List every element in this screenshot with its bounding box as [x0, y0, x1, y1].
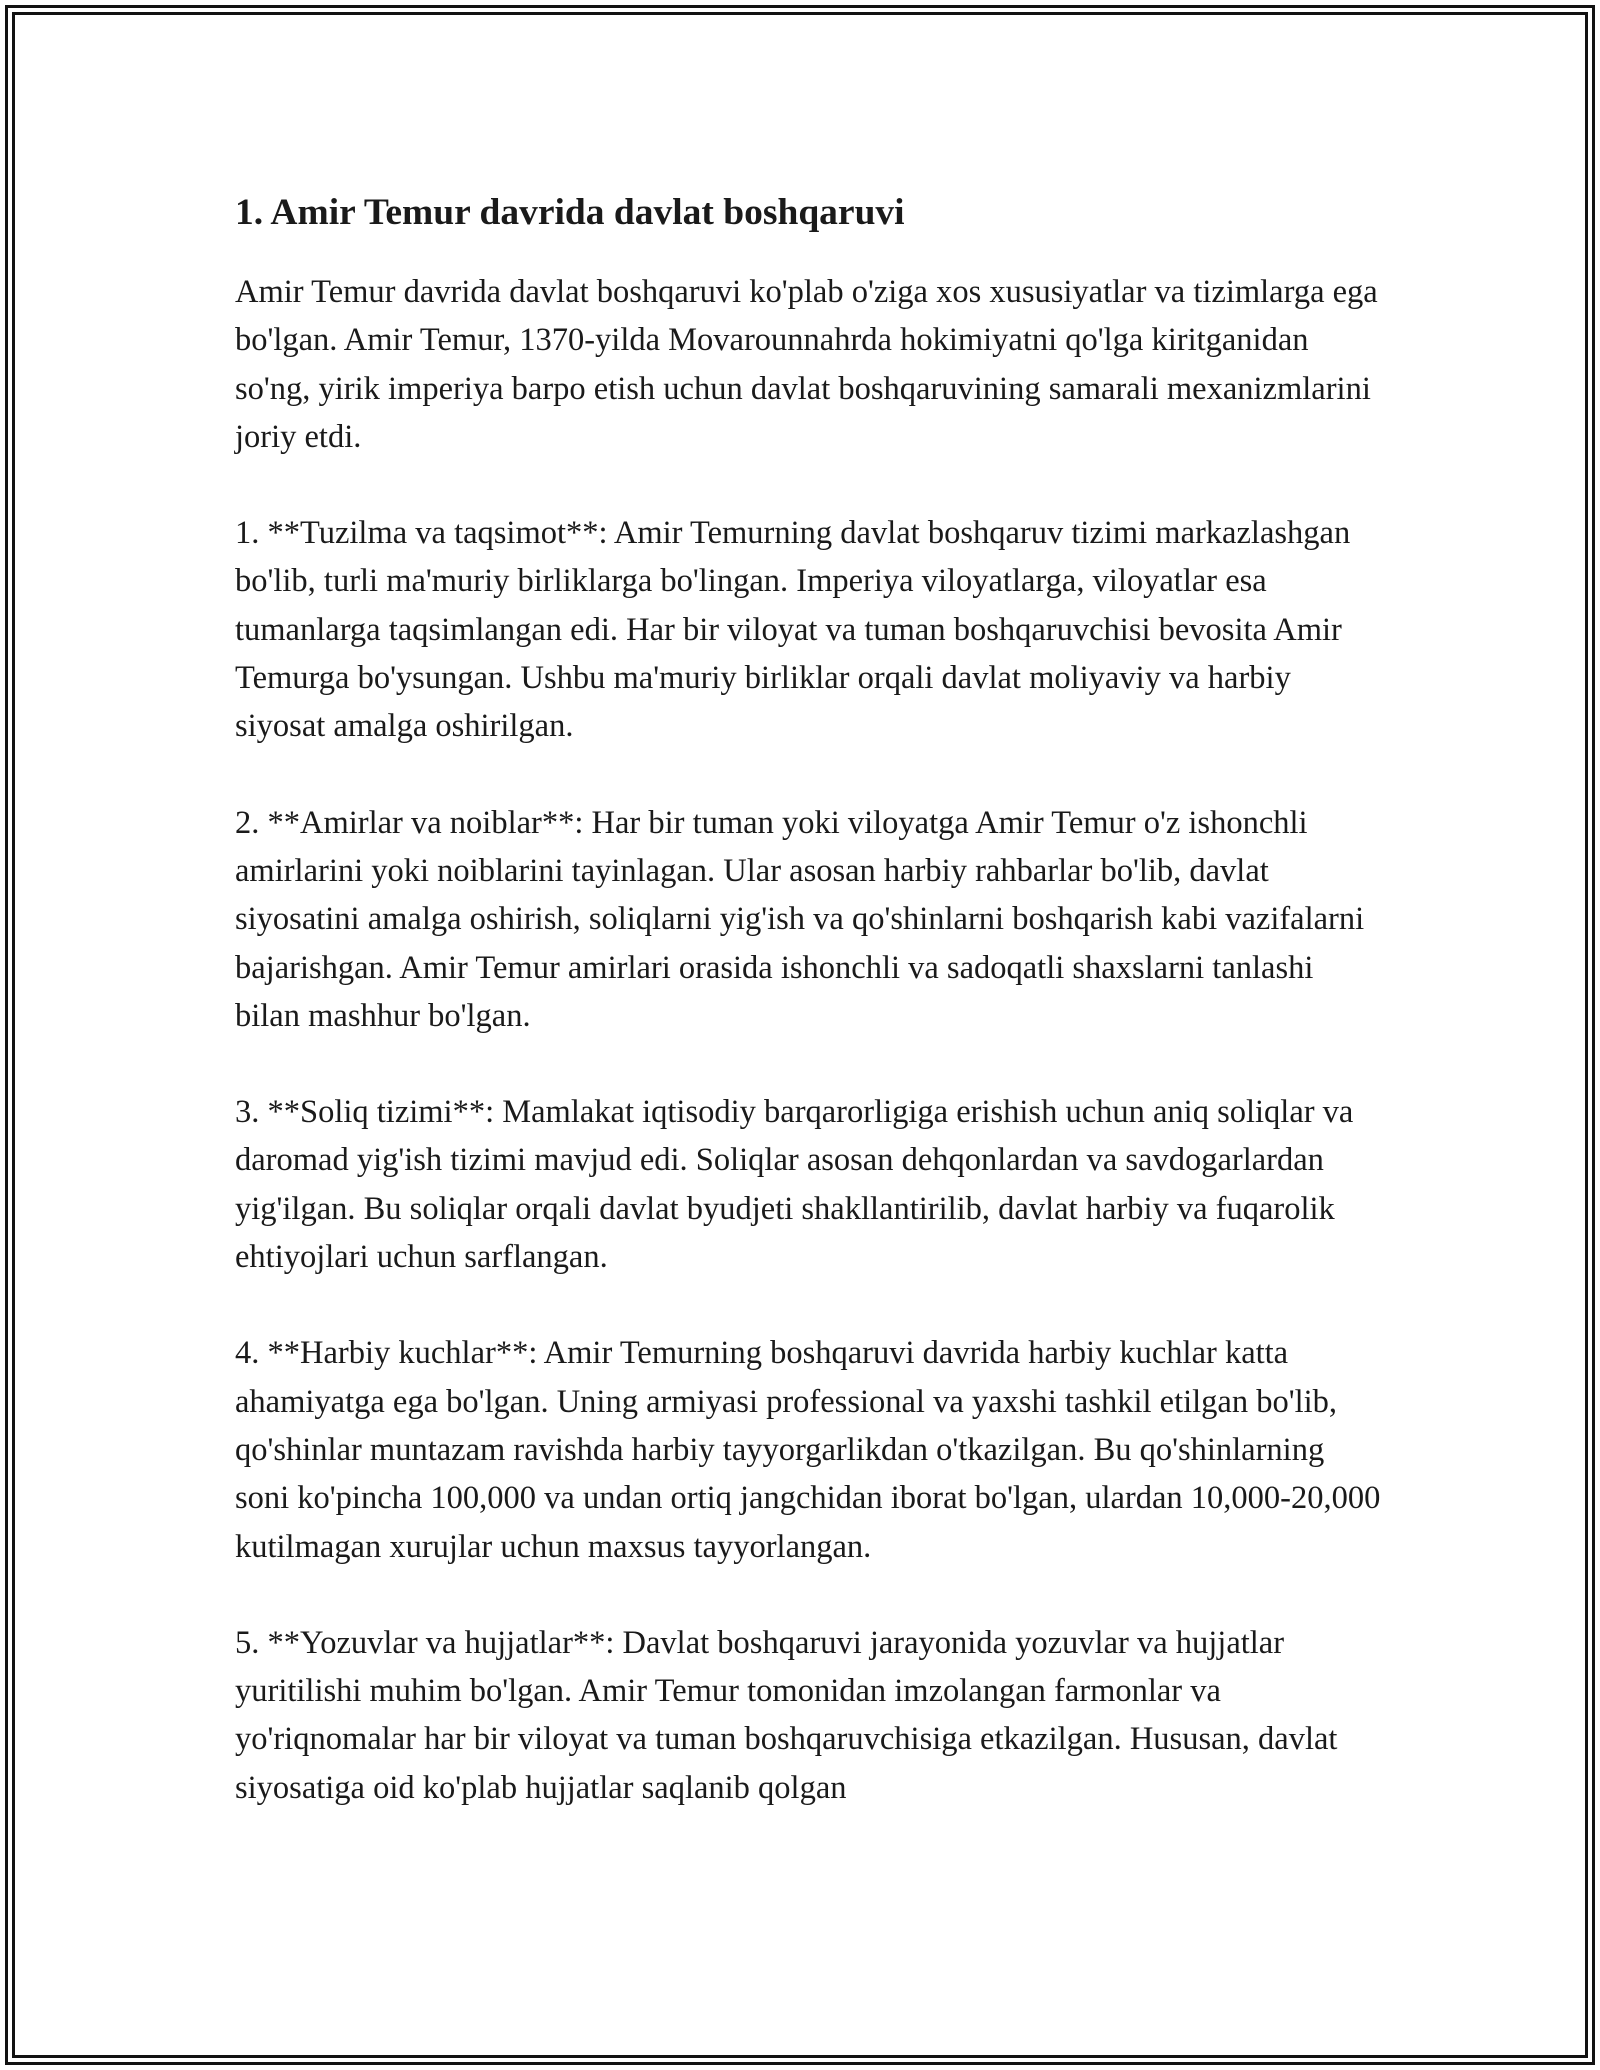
- paragraph-tax-system: 3. **Soliq tizimi**: Mamlakat iqtisodiy barqarorligiga erishish uchun aniq soliqlar va daromad yig'ish tizimi mavjud edi. Soliqlar asosan dehqonlardan va savdogarlardan yig'ilgan. Bu soliqlar orqali davlat byudjeti shakllantirilib, davlat harbiy va fuqarolik ehtiyojlari uchun sarflangan.: [235, 1094, 1354, 1276]
- paragraph-structure: 1. **Tuzilma va taqsimot**: Amir Temurning davlat boshqaruv tizimi markazlashgan bo'lib, turli ma'muriy birliklarga bo'lingan. Imperiya viloyatlarga, viloyatlar esa tumanlarga taqsimlangan edi. Har bir viloyat va tuman boshqaruvchisi bevosita Amir Temurga bo'ysungan. Ushbu ma'muriy birliklar orqali davlat moliyaviy va harbiy siyosat amalga oshirilgan.: [235, 515, 1351, 745]
- paragraph-military: 4. **Harbiy kuchlar**: Amir Temurning boshqaruvi davrida harbiy kuchlar katta ahamiyatga ega bo'lgan. Uning armiyasi professional va yaxshi tashkil etilgan bo'lib, qo'shinlar muntazam ravishda harbiy tayyorgarlikdan o'tkazilgan. Bu qo'shinlarning soni ko'pincha 100,000 va undan ortiq jangchidan iborat bo'lgan, ulardan 10,000-20,000 kutilmagan xurujlar uchun maxsus tayyorlangan.: [235, 1335, 1381, 1565]
- document-body: [235, 186, 1385, 1860]
- document-title: 1. Amir Temur davrida davlat boshqaruvi: [235, 192, 905, 233]
- paragraph-documents: 5. **Yozuvlar va hujjatlar**: Davlat boshqaruvi jarayonida yozuvlar va hujjatlar yuritilishi muhim bo'lgan. Amir Temur tomonidan imzolangan farmonlar va yo'riqnomalar har bir viloyat va tuman boshqaruvchisiga etkazilgan. Hususan, davlat siyosatiga oid ko'plab hujjatlar saqlanib qolgan: [235, 1624, 1338, 1806]
- paragraph-amirs: 2. **Amirlar va noiblar**: Har bir tuman yoki viloyatga Amir Temur o'z ishonchli amirlarini yoki noiblarini tayinlagan. Ular asosan harbiy rahbarlar bo'lib, davlat siyosatini amalga oshirish, soliqlarni yig'ish va qo'shinlarni boshqarish kabi vazifalarni bajarishgan. Amir Temur amirlari orasida ishonchli va sadoqatli shaxslarni tanlashi bilan mashhur bo'lgan.: [235, 804, 1365, 1034]
- intro-paragraph: Amir Temur davrida davlat boshqaruvi ko'plab o'ziga xos xususiyatlar va tizimlarga ega bo'lgan. Amir Temur, 1370-yilda Movarounnahrda hokimiyatni qo'lga kiritganidan so'ng, yirik imperiya barpo etish uchun davlat boshqaruvining samarali mexanizmlarini joriy etdi.: [235, 274, 1378, 455]
